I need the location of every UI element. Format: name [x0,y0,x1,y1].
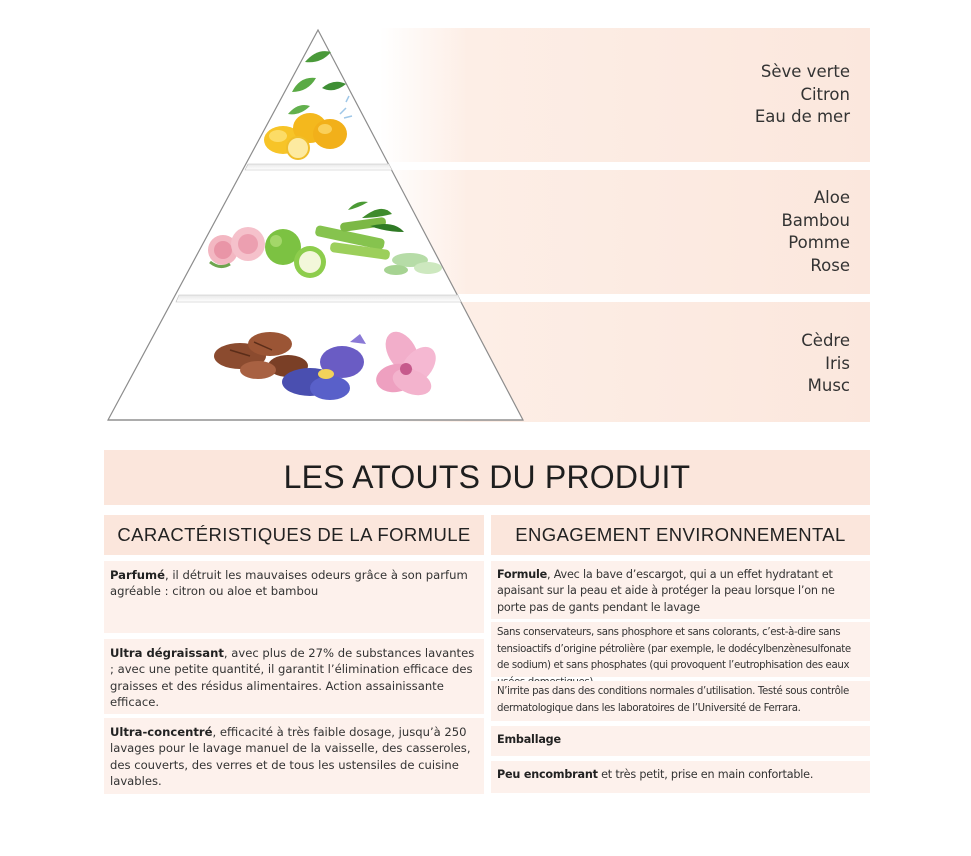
right-item-formula [491,561,870,619]
top-notes [755,61,850,129]
heart-note: Bambou [781,210,850,230]
section-title: LES ATOUTS DU PRODUIT [283,459,691,495]
base-note: Cèdre [801,331,850,350]
item-bold: Ultra-concentré [110,725,213,739]
item-text: N’irrite pas dans des conditions normales d’utilisation. Testé sous contrôle dermatologique dans les laboratoires de l’Université de Ferrara. [497,686,849,714]
pyramid-shelf-middle [176,295,461,302]
right-item-non-irritant [491,681,870,721]
right-item-packaging [491,726,870,756]
base-note: Musc [807,376,850,395]
heart-note: Rose [810,255,850,275]
item-text: , avec plus de 27% de substances lavantes ; avec une petite quantité, il garantit l’élimination efficace des graisses et des résidus alimentaires. Action assainissante efficace. [110,646,475,709]
pyramid-shelf-top [245,164,392,170]
right-item-no-preservatives [491,622,870,677]
base-note: Iris [825,353,850,373]
heart-note: Pomme [788,233,850,252]
top-note: Citron [800,84,850,104]
item-text: et très petit, prise en main confortable. [597,768,814,781]
item-text: , efficacité à très faible dosage, jusqu’à 250 lavages pour le lavage manuel de la vaisselle, des casseroles, des couverts, des verres et de tous les ustensiles de cuisine lavables. [110,725,471,788]
item-bold: Peu encombrant [497,768,598,781]
top-note: Sève verte [760,62,850,81]
item-text: , Avec la bave d’escargot, qui a un effet hydratant et apaisant sur la peau et aide à protéger la peau lorsque l’on ne porte pas de gants pendant le lavage [497,568,835,614]
item-text: , il détruit les mauvaises odeurs grâce à son parfum agréable : citron ou aloe et bambou [110,568,468,599]
left-column-heading: CARACTÉRISTIQUES DE LA FORMULE [104,515,484,555]
base-notes [801,330,850,398]
item-bold: Ultra dégraissant [110,646,224,660]
left-item-degreasing [104,639,484,714]
item-bold: Formule [497,568,548,581]
left-item-perfumed [104,561,484,633]
left-item-concentrated [104,718,484,794]
fragrance-pyramid [100,22,530,424]
top-note: Eau de mer [754,107,850,126]
right-item-compact [491,761,870,793]
item-bold: Parfumé [110,568,165,582]
section-title-bar [104,450,870,505]
right-column-heading: ENGAGEMENT ENVIRONNEMENTAL [491,515,870,555]
item-bold: Emballage [497,733,561,746]
heart-note: Aloe [813,188,850,207]
heart-notes [781,187,850,277]
item-text: Sans conservateurs, sans phosphore et sans colorants, c’est-à-dire sans tensioactifs d’origine pétrolière (par exemple, le dodécylbenzènesulfonate de sodium) et sans phosphates (qui provoquent l’eutrophisation des eaux [497,627,851,671]
